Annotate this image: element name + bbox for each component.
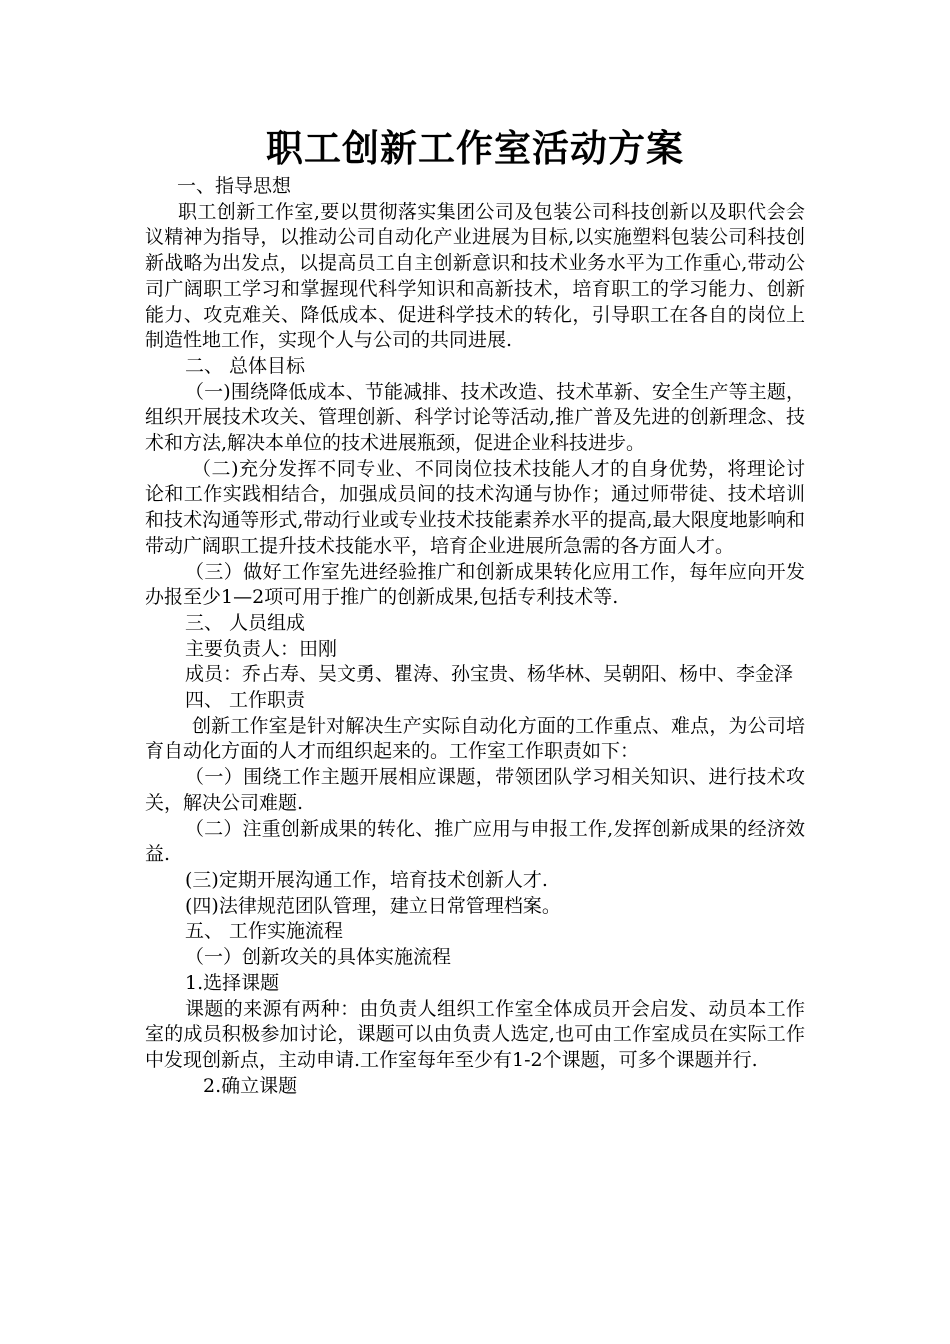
paragraph-lead-person: 主要负责人：田刚 bbox=[185, 637, 338, 660]
paragraph-goal-1: （一)围绕降低成本、节能减排、技术改造、技术革新、安全生产等主题，组织开展技术攻关、管理创新、科学讨论等活动,推广普及先进的创新理念、技术和方法,解决本单位的技术进展瓶颈，促进企业科技进步。 bbox=[145, 380, 805, 455]
subheading-select-topic: 1.选择课题 bbox=[185, 971, 280, 994]
section-heading-workflow: 五、 工作实施流程 bbox=[185, 920, 344, 943]
paragraph-goal-3: （三）做好工作室先进经验推广和创新成果转化应用工作，每年应向开发办报至少1—2项可用于推广的创新成果,包括专利技术等. bbox=[145, 560, 805, 609]
paragraph-duty-2: （二）注重创新成果的转化、推广应用与申报工作,发挥创新成果的经济效益. bbox=[145, 817, 805, 866]
paragraph-members: 成员：乔占寿、吴文勇、瞿涛、孙宝贵、杨华林、吴朝阳、杨中、李金泽 bbox=[185, 663, 794, 686]
paragraph-guiding-ideology: 职工创新工作室,要以贯彻落实集团公司及包装公司科技创新以及职代会会议精神为指导，以推动公司自动化产业进展为目标,以实施塑料包装公司科技创新战略为出发点，以提高员工自主创新意识和技术业务水平为工作重心,带动公司广阔职工学习和掌握现代科学知识和高新技术，培育职工的学习能力、创新能力、攻克难关、降低成本、促进科学技术的转化，引导职工在各自的岗位上制造性地工作，实现个人与公司的共同进展. bbox=[145, 200, 805, 352]
subheading-confirm-topic: 2.确立课题 bbox=[203, 1074, 298, 1097]
document-body bbox=[145, 174, 805, 1099]
document-title: 职工创新工作室活动方案 bbox=[266, 127, 684, 170]
section-heading-duties: 四、 工作职责 bbox=[185, 689, 306, 712]
paragraph-goal-2: （二)充分发挥不同专业、不同岗位技术技能人才的自身优势，将理论讨论和工作实践相结合，加强成员间的技术沟通与协作；通过师带徒、技术培训和技术沟通等形式,带动行业或专业技术技能素养水平的提高,最大限度地影响和带动广阔职工提升技术技能水平，培育企业进展所急需的各方面人才。 bbox=[145, 457, 805, 557]
section-heading-overall-goals: 二、 总体目标 bbox=[185, 354, 306, 377]
subheading-innovation-process: （一）创新攻关的具体实施流程 bbox=[185, 946, 452, 969]
paragraph-topic-sources: 课题的来源有两种：由负责人组织工作室全体成员开会启发、动员本工作室的成员积极参加讨论，课题可以由负责人选定,也可由工作室成员在实际工作中发现创新点，主动申请.工作室每年至少有1-2个课题，可多个课题并行. bbox=[145, 997, 805, 1071]
paragraph-duty-4: (四)法律规范团队管理，建立日常管理档案。 bbox=[185, 894, 561, 917]
section-heading-personnel: 三、 人员组成 bbox=[185, 611, 306, 634]
paragraph-duty-1: （一）围绕工作主题开展相应课题，带领团队学习相关知识、进行技术攻关，解决公司难题. bbox=[145, 766, 805, 814]
section-heading-guiding-ideology: 一、指导思想 bbox=[177, 175, 292, 197]
paragraph-duties-intro: 创新工作室是针对解决生产实际自动化方面的工作重点、难点，为公司培育自动化方面的人才而组织起来的。工作室工作职责如下： bbox=[145, 714, 805, 763]
paragraph-duty-3: (三)定期开展沟通工作，培育技术创新人才. bbox=[185, 868, 548, 891]
